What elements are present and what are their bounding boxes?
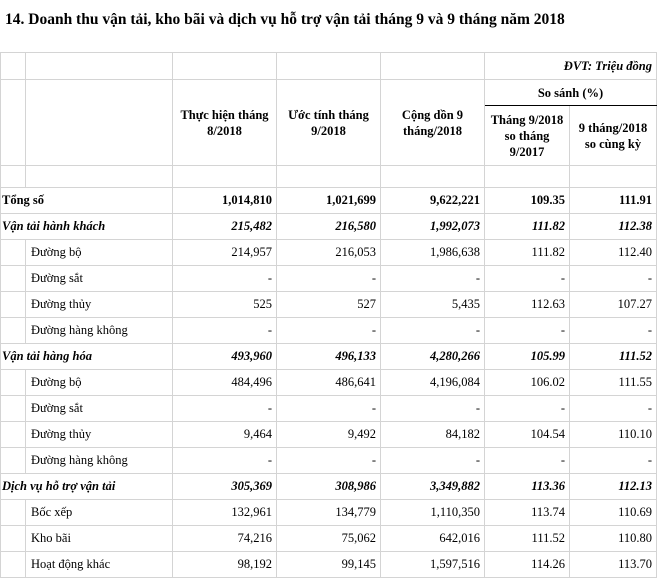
table-cell: - (485, 318, 570, 344)
table-row (1, 422, 657, 448)
table-row (1, 318, 657, 344)
table-cell: 486,641 (277, 370, 381, 396)
table-row (1, 240, 657, 266)
table-cell: 1,021,699 (277, 188, 381, 214)
table-cell: 493,960 (173, 344, 277, 370)
table-row (1, 526, 657, 552)
table-cell: 107.27 (570, 292, 657, 318)
table-cell: 105.99 (485, 344, 570, 370)
table-cell: 215,482 (173, 214, 277, 240)
header-col3: Cộng dồn 9 tháng/2018 (381, 80, 485, 166)
table-row (1, 214, 657, 240)
table-cell: 1,992,073 (381, 214, 485, 240)
header-col2: Ước tính tháng 9/2018 (277, 80, 381, 166)
table-row (1, 500, 657, 526)
row-label: Đường hàng không (26, 318, 173, 344)
row-label: Tổng số (1, 188, 173, 214)
table-cell: 525 (173, 292, 277, 318)
table-cell: 111.52 (485, 526, 570, 552)
row-label: Dịch vụ hỗ trợ vận tải (1, 474, 173, 500)
table-row (1, 188, 657, 214)
table-cell: 111.52 (570, 344, 657, 370)
table-cell: 113.70 (570, 552, 657, 578)
table-row (1, 266, 657, 292)
table-cell: - (277, 266, 381, 292)
table-cell: 484,496 (173, 370, 277, 396)
header-compare: So sánh (%) (485, 80, 657, 106)
table-cell: - (485, 396, 570, 422)
table-cell: 99,145 (277, 552, 381, 578)
row-label: Hoạt động khác (26, 552, 173, 578)
table-row (1, 396, 657, 422)
table-cell: - (173, 266, 277, 292)
spacer-row (1, 166, 657, 188)
table-cell: 110.69 (570, 500, 657, 526)
table-cell: - (381, 448, 485, 474)
row-label: Đường hàng không (26, 448, 173, 474)
row-label: Đường sắt (26, 396, 173, 422)
table-row (1, 370, 657, 396)
unit-label: ĐVT: Triệu đồng (485, 53, 657, 80)
table-cell: - (381, 266, 485, 292)
table-row (1, 474, 657, 500)
table-cell: 98,192 (173, 552, 277, 578)
table-cell: 104.54 (485, 422, 570, 448)
table-cell: 9,622,221 (381, 188, 485, 214)
table-cell: 214,957 (173, 240, 277, 266)
table-cell: 74,216 (173, 526, 277, 552)
row-label: Vận tải hành khách (1, 214, 173, 240)
header-col4: Tháng 9/2018 so tháng 9/2017 (485, 106, 570, 166)
row-label: Đường bộ (26, 370, 173, 396)
row-label: Vận tải hàng hóa (1, 344, 173, 370)
row-label: Đường bộ (26, 240, 173, 266)
table-cell: 112.63 (485, 292, 570, 318)
table-cell: - (570, 448, 657, 474)
table-cell: 1,014,810 (173, 188, 277, 214)
table-row (1, 552, 657, 578)
table-cell: 4,280,266 (381, 344, 485, 370)
table-cell: 5,435 (381, 292, 485, 318)
table-cell: - (173, 396, 277, 422)
table-cell: 75,062 (277, 526, 381, 552)
table-cell: 110.80 (570, 526, 657, 552)
table-cell: 216,580 (277, 214, 381, 240)
table-cell: 132,961 (173, 500, 277, 526)
table-cell: - (277, 448, 381, 474)
table-cell: 305,369 (173, 474, 277, 500)
header-col5: 9 tháng/2018 so cùng kỳ (570, 106, 657, 166)
table-cell: 496,133 (277, 344, 381, 370)
table-cell: 111.82 (485, 240, 570, 266)
table-cell: 9,492 (277, 422, 381, 448)
table-cell: 112.40 (570, 240, 657, 266)
table-cell: 216,053 (277, 240, 381, 266)
table-cell: 114.26 (485, 552, 570, 578)
table-cell: 111.55 (570, 370, 657, 396)
table-cell: 109.35 (485, 188, 570, 214)
table-cell: 113.74 (485, 500, 570, 526)
table-cell: - (381, 396, 485, 422)
table-row (1, 344, 657, 370)
table-cell: - (570, 396, 657, 422)
table-cell: 1,597,516 (381, 552, 485, 578)
row-label: Đường sắt (26, 266, 173, 292)
table-cell: 308,986 (277, 474, 381, 500)
table-cell: - (570, 318, 657, 344)
table-cell: - (485, 266, 570, 292)
table-cell: 111.82 (485, 214, 570, 240)
row-label: Đường thủy (26, 422, 173, 448)
table-cell: 9,464 (173, 422, 277, 448)
table-cell: 134,779 (277, 500, 381, 526)
table-cell: 1,110,350 (381, 500, 485, 526)
table-cell: 111.91 (570, 188, 657, 214)
table-cell: - (277, 318, 381, 344)
table-cell: 84,182 (381, 422, 485, 448)
table-row (1, 292, 657, 318)
table-cell: 106.02 (485, 370, 570, 396)
table-cell: 4,196,084 (381, 370, 485, 396)
table-cell: 1,986,638 (381, 240, 485, 266)
header-row-1 (1, 80, 657, 106)
table-cell: 3,349,882 (381, 474, 485, 500)
row-label: Kho bãi (26, 526, 173, 552)
row-label: Bốc xếp (26, 500, 173, 526)
table-cell: - (173, 318, 277, 344)
table-cell: - (570, 266, 657, 292)
header-col1: Thực hiện tháng 8/2018 (173, 80, 277, 166)
table-cell: 110.10 (570, 422, 657, 448)
table-cell: 642,016 (381, 526, 485, 552)
table-cell: 113.36 (485, 474, 570, 500)
table-title: 14. Doanh thu vận tải, kho bãi và dịch vụ hỗ trợ vận tải tháng 9 và 9 tháng năm 2018 (5, 11, 565, 28)
table-cell: - (277, 396, 381, 422)
table-cell: 112.38 (570, 214, 657, 240)
table-row (1, 448, 657, 474)
table-cell: - (485, 448, 570, 474)
unit-row (1, 53, 657, 80)
table-cell: 112.13 (570, 474, 657, 500)
table-cell: 527 (277, 292, 381, 318)
row-label: Đường thủy (26, 292, 173, 318)
table-cell: - (381, 318, 485, 344)
table-cell: - (173, 448, 277, 474)
revenue-table (0, 52, 657, 578)
